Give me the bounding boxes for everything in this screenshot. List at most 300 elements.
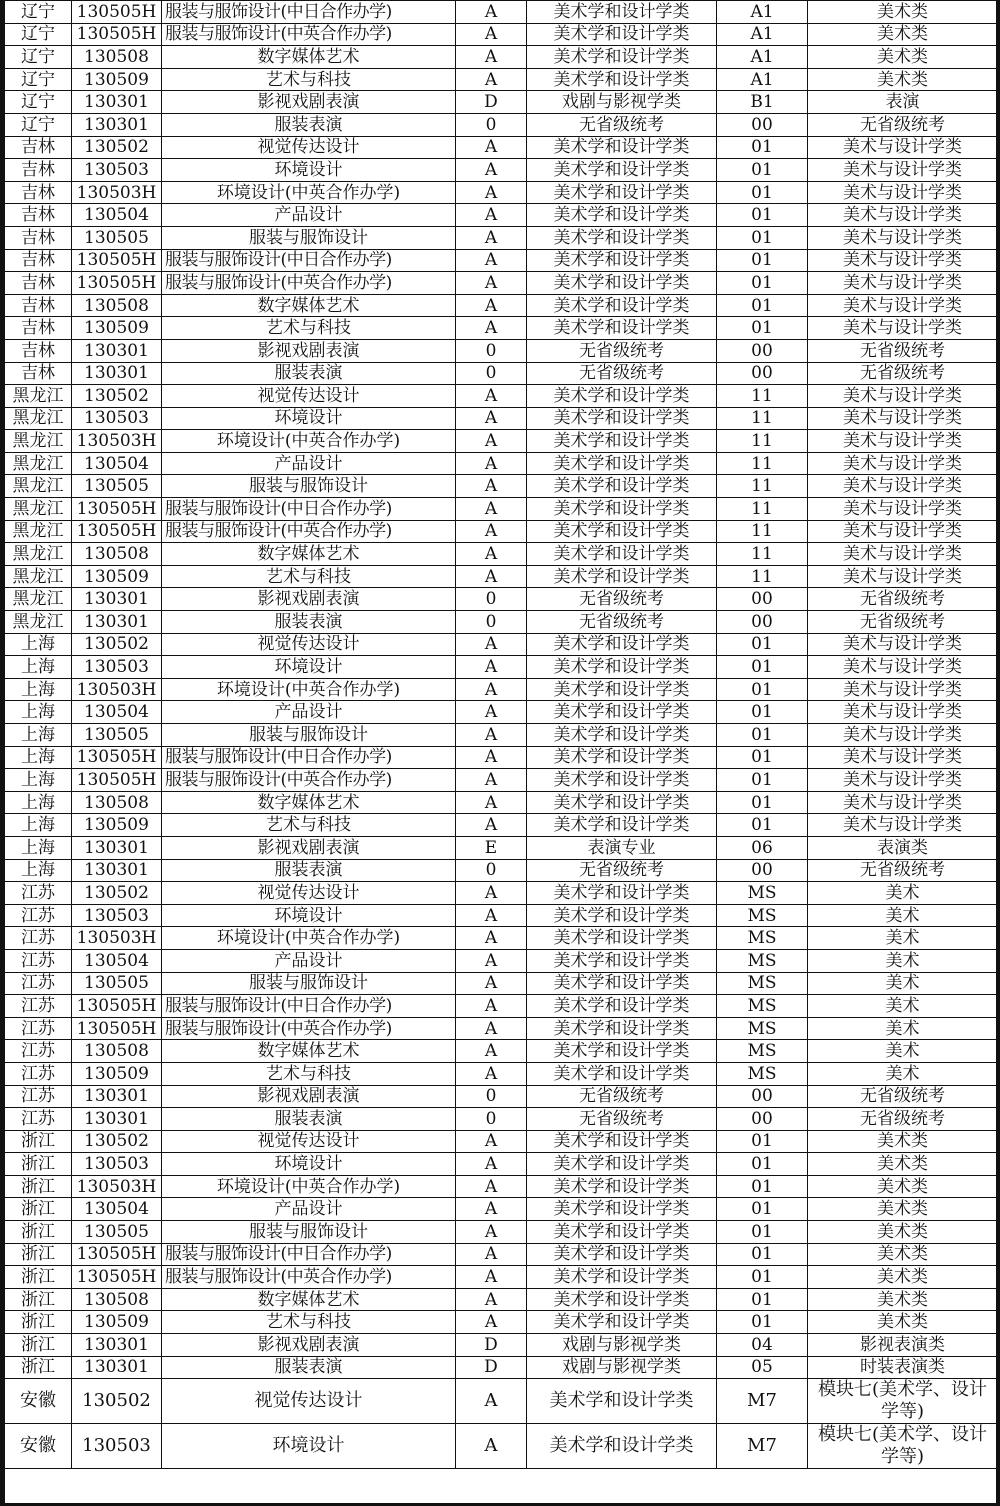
major-name-cell: 艺术与科技 (162, 1311, 456, 1334)
major-code-cell: 130503 (72, 904, 162, 927)
major-code-cell: 130508 (72, 791, 162, 814)
category-code-cell: MS (717, 1017, 808, 1040)
exam-type-code-cell: A (456, 814, 527, 837)
category-code-cell: 00 (717, 1108, 808, 1131)
exam-type-code-cell: A (456, 1040, 527, 1063)
exam-type-code-cell: A (456, 724, 527, 747)
table-row (5, 362, 998, 385)
category-name-cell: 美术与设计学类 (808, 543, 998, 566)
category-name-cell: 美术与设计学类 (808, 272, 998, 295)
province-cell: 吉林 (5, 159, 72, 182)
table-row (5, 836, 998, 859)
major-code-cell: 130502 (72, 136, 162, 159)
category-name-cell: 美术 (808, 972, 998, 995)
exam-type-code-cell: A (456, 904, 527, 927)
major-name-cell: 环境设计(中英合作办学) (162, 1175, 456, 1198)
exam-type-cell: 美术学和设计学类 (527, 1017, 717, 1040)
category-name-cell: 美术与设计学类 (808, 746, 998, 769)
category-name-cell: 时装表演类 (808, 1356, 998, 1379)
exam-type-code-cell: A (456, 136, 527, 159)
exam-type-cell: 美术学和设计学类 (527, 159, 717, 182)
exam-type-code-cell: 0 (456, 611, 527, 634)
exam-type-code-cell: A (456, 1130, 527, 1153)
major-name-cell: 数字媒体艺术 (162, 1040, 456, 1063)
category-name-cell: 美术与设计学类 (808, 226, 998, 249)
category-name-cell: 美术与设计学类 (808, 249, 998, 272)
exam-type-code-cell: A (456, 1198, 527, 1221)
province-cell: 安徽 (5, 1379, 72, 1424)
category-code-cell: 01 (717, 633, 808, 656)
table-row (5, 407, 998, 430)
table-row (5, 452, 998, 475)
category-name-cell: 美术类 (808, 1, 998, 24)
major-code-cell: 130502 (72, 1379, 162, 1424)
exam-type-cell: 美术学和设计学类 (527, 814, 717, 837)
category-code-cell: 11 (717, 565, 808, 588)
province-cell: 吉林 (5, 226, 72, 249)
category-code-cell: 06 (717, 836, 808, 859)
category-name-cell: 美术类 (808, 46, 998, 69)
major-code-cell: 130301 (72, 91, 162, 114)
major-name-cell: 视觉传达设计 (162, 385, 456, 408)
table-row (5, 1221, 998, 1244)
sheet-right-border (996, 0, 1000, 1506)
category-code-cell: 11 (717, 520, 808, 543)
exam-type-code-cell: A (456, 678, 527, 701)
category-name-cell: 美术与设计学类 (808, 724, 998, 747)
category-name-cell: 美术 (808, 904, 998, 927)
exam-type-cell: 美术学和设计学类 (527, 1040, 717, 1063)
table-row (5, 633, 998, 656)
table-row (5, 1130, 998, 1153)
major-code-cell: 130509 (72, 814, 162, 837)
category-name-cell: 表演 (808, 91, 998, 114)
major-code-cell: 130301 (72, 1334, 162, 1357)
table-row (5, 724, 998, 747)
province-cell: 吉林 (5, 181, 72, 204)
exam-type-code-cell: A (456, 746, 527, 769)
major-code-cell: 130505H (72, 498, 162, 521)
table-row (5, 23, 998, 46)
province-cell: 江苏 (5, 904, 72, 927)
major-code-cell: 130509 (72, 565, 162, 588)
exam-type-code-cell: A (456, 294, 527, 317)
province-cell: 上海 (5, 633, 72, 656)
exam-type-code-cell: A (456, 1153, 527, 1176)
province-cell: 黑龙江 (5, 543, 72, 566)
major-code-cell: 130503H (72, 430, 162, 453)
major-name-cell: 数字媒体艺术 (162, 46, 456, 69)
province-cell: 吉林 (5, 272, 72, 295)
major-code-cell: 130505H (72, 769, 162, 792)
major-code-cell: 130505 (72, 724, 162, 747)
table-row (5, 949, 998, 972)
table-row (5, 1198, 998, 1221)
exam-type-cell: 美术学和设计学类 (527, 746, 717, 769)
exam-type-code-cell: A (456, 272, 527, 295)
exam-type-code-cell: 0 (456, 859, 527, 882)
major-code-cell: 130301 (72, 113, 162, 136)
category-code-cell: M7 (717, 1424, 808, 1469)
major-name-cell: 影视戏剧表演 (162, 1085, 456, 1108)
category-name-cell: 美术与设计学类 (808, 204, 998, 227)
major-name-cell: 环境设计 (162, 904, 456, 927)
category-code-cell: 01 (717, 678, 808, 701)
exam-type-cell: 戏剧与影视学类 (527, 1356, 717, 1379)
province-cell: 黑龙江 (5, 475, 72, 498)
province-cell: 黑龙江 (5, 565, 72, 588)
exam-type-code-cell: 0 (456, 362, 527, 385)
province-cell: 浙江 (5, 1266, 72, 1289)
exam-type-code-cell: A (456, 701, 527, 724)
table-row (5, 249, 998, 272)
major-name-cell: 影视戏剧表演 (162, 588, 456, 611)
major-name-cell: 产品设计 (162, 204, 456, 227)
major-name-cell: 服装与服饰设计 (162, 1221, 456, 1244)
table-row (5, 927, 998, 950)
category-name-cell: 美术与设计学类 (808, 452, 998, 475)
major-name-cell: 环境设计 (162, 1424, 456, 1469)
exam-type-cell: 美术学和设计学类 (527, 882, 717, 905)
exam-type-code-cell: A (456, 23, 527, 46)
province-cell: 黑龙江 (5, 498, 72, 521)
major-name-cell: 服装与服饰设计 (162, 475, 456, 498)
province-cell: 黑龙江 (5, 407, 72, 430)
major-code-cell: 130505H (72, 995, 162, 1018)
category-code-cell: 01 (717, 1175, 808, 1198)
major-code-cell: 130505H (72, 1266, 162, 1289)
major-name-cell: 影视戏剧表演 (162, 339, 456, 362)
exam-type-cell: 无省级统考 (527, 1108, 717, 1131)
major-code-cell: 130505 (72, 226, 162, 249)
category-code-cell: 01 (717, 769, 808, 792)
category-name-cell: 美术与设计学类 (808, 791, 998, 814)
category-name-cell: 美术与设计学类 (808, 656, 998, 679)
exam-type-cell: 美术学和设计学类 (527, 430, 717, 453)
category-name-cell: 美术 (808, 1040, 998, 1063)
exam-type-cell: 无省级统考 (527, 588, 717, 611)
category-code-cell: MS (717, 949, 808, 972)
category-name-cell: 美术类 (808, 1221, 998, 1244)
major-name-cell: 服装与服饰设计(中英合作办学) (162, 1266, 456, 1289)
major-code-cell: 130508 (72, 1040, 162, 1063)
category-name-cell: 美术与设计学类 (808, 159, 998, 182)
major-name-cell: 服装与服饰设计(中英合作办学) (162, 272, 456, 295)
category-code-cell: A1 (717, 23, 808, 46)
exam-type-code-cell: A (456, 317, 527, 340)
category-code-cell: 00 (717, 362, 808, 385)
exam-type-code-cell: A (456, 1, 527, 24)
category-name-cell: 无省级统考 (808, 339, 998, 362)
province-cell: 黑龙江 (5, 452, 72, 475)
exam-type-cell: 美术学和设计学类 (527, 46, 717, 69)
major-code-cell: 130508 (72, 543, 162, 566)
category-name-cell: 无省级统考 (808, 362, 998, 385)
exam-type-code-cell: A (456, 46, 527, 69)
major-code-cell: 130301 (72, 859, 162, 882)
exam-type-code-cell: 0 (456, 339, 527, 362)
exam-type-cell: 美术学和设计学类 (527, 181, 717, 204)
major-name-cell: 艺术与科技 (162, 565, 456, 588)
category-code-cell: A1 (717, 1, 808, 24)
exam-type-cell: 美术学和设计学类 (527, 769, 717, 792)
exam-type-cell: 美术学和设计学类 (527, 1175, 717, 1198)
major-name-cell: 视觉传达设计 (162, 136, 456, 159)
province-cell: 浙江 (5, 1334, 72, 1357)
exam-type-code-cell: A (456, 475, 527, 498)
major-name-cell: 艺术与科技 (162, 814, 456, 837)
major-code-cell: 130503H (72, 1175, 162, 1198)
major-code-cell: 130503H (72, 927, 162, 950)
category-code-cell: 00 (717, 1085, 808, 1108)
table-row (5, 1288, 998, 1311)
exam-type-code-cell: 0 (456, 1085, 527, 1108)
major-code-cell: 130503H (72, 181, 162, 204)
category-code-cell: B1 (717, 91, 808, 114)
table-row (5, 746, 998, 769)
category-code-cell: 01 (717, 746, 808, 769)
exam-type-cell: 美术学和设计学类 (527, 1062, 717, 1085)
major-name-cell: 环境设计 (162, 159, 456, 182)
exam-type-cell: 美术学和设计学类 (527, 565, 717, 588)
exam-type-code-cell: A (456, 543, 527, 566)
exam-type-cell: 无省级统考 (527, 611, 717, 634)
exam-type-cell: 美术学和设计学类 (527, 1198, 717, 1221)
category-code-cell: 11 (717, 475, 808, 498)
table-row (5, 1085, 998, 1108)
major-name-cell: 视觉传达设计 (162, 633, 456, 656)
province-cell: 黑龙江 (5, 385, 72, 408)
major-name-cell: 服装与服饰设计(中日合作办学) (162, 249, 456, 272)
category-code-cell: 11 (717, 407, 808, 430)
category-code-cell: 00 (717, 339, 808, 362)
category-code-cell: 01 (717, 159, 808, 182)
major-code-cell: 130503 (72, 1153, 162, 1176)
major-name-cell: 服装表演 (162, 611, 456, 634)
table-row (5, 656, 998, 679)
table-row (5, 339, 998, 362)
category-code-cell: 01 (717, 204, 808, 227)
major-code-cell: 130505H (72, 746, 162, 769)
major-code-cell: 130508 (72, 294, 162, 317)
category-code-cell: 00 (717, 859, 808, 882)
table-row (5, 272, 998, 295)
exam-type-cell: 美术学和设计学类 (527, 1130, 717, 1153)
category-name-cell: 美术与设计学类 (808, 498, 998, 521)
exam-type-code-cell: A (456, 68, 527, 91)
province-cell: 吉林 (5, 136, 72, 159)
exam-type-code-cell: A (456, 1062, 527, 1085)
major-name-cell: 数字媒体艺术 (162, 1288, 456, 1311)
table-row (5, 1017, 998, 1040)
exam-type-code-cell: A (456, 1288, 527, 1311)
exam-type-cell: 美术学和设计学类 (527, 633, 717, 656)
exam-type-cell: 美术学和设计学类 (527, 949, 717, 972)
province-cell: 浙江 (5, 1243, 72, 1266)
category-name-cell: 美术与设计学类 (808, 678, 998, 701)
category-name-cell: 无省级统考 (808, 588, 998, 611)
table-row (5, 385, 998, 408)
table-row (5, 611, 998, 634)
category-code-cell: 00 (717, 588, 808, 611)
province-cell: 江苏 (5, 882, 72, 905)
province-cell: 辽宁 (5, 91, 72, 114)
major-code-cell: 130502 (72, 385, 162, 408)
category-code-cell: 01 (717, 317, 808, 340)
category-name-cell: 美术与设计学类 (808, 407, 998, 430)
major-code-cell: 130505H (72, 1017, 162, 1040)
category-code-cell: MS (717, 927, 808, 950)
exam-type-code-cell: 0 (456, 588, 527, 611)
province-cell: 上海 (5, 769, 72, 792)
exam-type-code-cell: A (456, 949, 527, 972)
province-cell: 黑龙江 (5, 611, 72, 634)
province-cell: 浙江 (5, 1153, 72, 1176)
table-row (5, 498, 998, 521)
table-row (5, 678, 998, 701)
table-row (5, 1062, 998, 1085)
category-code-cell: 01 (717, 294, 808, 317)
exam-type-code-cell: A (456, 1266, 527, 1289)
province-cell: 辽宁 (5, 68, 72, 91)
category-name-cell: 美术类 (808, 23, 998, 46)
category-code-cell: 00 (717, 611, 808, 634)
major-exam-category-table (4, 0, 998, 1469)
province-cell: 黑龙江 (5, 520, 72, 543)
table-row (5, 159, 998, 182)
table-row (5, 972, 998, 995)
exam-type-code-cell: A (456, 791, 527, 814)
province-cell: 辽宁 (5, 46, 72, 69)
major-name-cell: 服装与服饰设计 (162, 972, 456, 995)
major-name-cell: 产品设计 (162, 949, 456, 972)
category-name-cell: 美术与设计学类 (808, 565, 998, 588)
category-code-cell: 01 (717, 226, 808, 249)
major-code-cell: 130505H (72, 249, 162, 272)
province-cell: 吉林 (5, 249, 72, 272)
province-cell: 上海 (5, 746, 72, 769)
exam-type-code-cell: A (456, 226, 527, 249)
category-name-cell: 美术与设计学类 (808, 385, 998, 408)
major-name-cell: 服装与服饰设计(中日合作办学) (162, 1, 456, 24)
category-code-cell: 01 (717, 1288, 808, 1311)
province-cell: 上海 (5, 859, 72, 882)
major-name-cell: 环境设计 (162, 656, 456, 679)
major-name-cell: 服装与服饰设计(中英合作办学) (162, 23, 456, 46)
major-code-cell: 130301 (72, 588, 162, 611)
table-row (5, 791, 998, 814)
major-code-cell: 130503 (72, 656, 162, 679)
exam-type-cell: 美术学和设计学类 (527, 317, 717, 340)
major-code-cell: 130505 (72, 1221, 162, 1244)
major-code-cell: 130503 (72, 407, 162, 430)
major-code-cell: 130509 (72, 1062, 162, 1085)
table-row (5, 317, 998, 340)
major-code-cell: 130301 (72, 1085, 162, 1108)
exam-type-cell: 无省级统考 (527, 1085, 717, 1108)
category-name-cell: 美术类 (808, 1243, 998, 1266)
province-cell: 辽宁 (5, 113, 72, 136)
major-name-cell: 艺术与科技 (162, 317, 456, 340)
category-name-cell: 美术与设计学类 (808, 701, 998, 724)
exam-type-cell: 美术学和设计学类 (527, 249, 717, 272)
category-name-cell: 美术与设计学类 (808, 317, 998, 340)
category-name-cell: 无省级统考 (808, 1085, 998, 1108)
major-code-cell: 130504 (72, 1198, 162, 1221)
category-code-cell: 01 (717, 136, 808, 159)
major-code-cell: 130505H (72, 23, 162, 46)
table-row (5, 430, 998, 453)
exam-type-code-cell: 0 (456, 1108, 527, 1131)
table-row (5, 769, 998, 792)
province-cell: 江苏 (5, 927, 72, 950)
category-name-cell: 美术与设计学类 (808, 769, 998, 792)
category-name-cell: 美术类 (808, 68, 998, 91)
category-code-cell: 01 (717, 1198, 808, 1221)
exam-type-cell: 美术学和设计学类 (527, 226, 717, 249)
category-name-cell: 模块七(美术学、设计学等) (808, 1424, 998, 1469)
category-code-cell: A1 (717, 46, 808, 69)
major-name-cell: 产品设计 (162, 701, 456, 724)
major-name-cell: 环境设计 (162, 1153, 456, 1176)
category-name-cell: 美术与设计学类 (808, 430, 998, 453)
exam-type-cell: 美术学和设计学类 (527, 23, 717, 46)
major-name-cell: 环境设计(中英合作办学) (162, 678, 456, 701)
major-name-cell: 服装与服饰设计(中日合作办学) (162, 746, 456, 769)
province-cell: 上海 (5, 701, 72, 724)
province-cell: 浙江 (5, 1175, 72, 1198)
province-cell: 江苏 (5, 949, 72, 972)
category-code-cell: 05 (717, 1356, 808, 1379)
exam-type-code-cell: A (456, 1311, 527, 1334)
exam-type-code-cell: A (456, 181, 527, 204)
category-name-cell: 美术与设计学类 (808, 633, 998, 656)
major-name-cell: 艺术与科技 (162, 1062, 456, 1085)
exam-type-code-cell: A (456, 498, 527, 521)
category-code-cell: 01 (717, 1243, 808, 1266)
category-name-cell: 美术与设计学类 (808, 136, 998, 159)
category-code-cell: 01 (717, 701, 808, 724)
category-name-cell: 美术与设计学类 (808, 475, 998, 498)
province-cell: 上海 (5, 791, 72, 814)
exam-type-cell: 美术学和设计学类 (527, 972, 717, 995)
category-name-cell: 美术 (808, 995, 998, 1018)
province-cell: 吉林 (5, 362, 72, 385)
major-name-cell: 服装与服饰设计 (162, 226, 456, 249)
province-cell: 上海 (5, 678, 72, 701)
major-code-cell: 130504 (72, 452, 162, 475)
category-code-cell: 01 (717, 724, 808, 747)
exam-type-code-cell: A (456, 1221, 527, 1244)
major-code-cell: 130505H (72, 272, 162, 295)
category-name-cell: 美术类 (808, 1311, 998, 1334)
table-row (5, 1379, 998, 1424)
exam-type-cell: 无省级统考 (527, 339, 717, 362)
table-row (5, 1040, 998, 1063)
table-row (5, 91, 998, 114)
province-cell: 吉林 (5, 339, 72, 362)
province-cell: 吉林 (5, 204, 72, 227)
category-name-cell: 美术类 (808, 1266, 998, 1289)
table-row (5, 814, 998, 837)
province-cell: 江苏 (5, 995, 72, 1018)
exam-type-cell: 美术学和设计学类 (527, 656, 717, 679)
category-code-cell: 04 (717, 1334, 808, 1357)
exam-type-cell: 美术学和设计学类 (527, 1424, 717, 1469)
major-name-cell: 服装与服饰设计(中日合作办学) (162, 498, 456, 521)
category-code-cell: 01 (717, 1266, 808, 1289)
exam-type-cell: 美术学和设计学类 (527, 927, 717, 950)
